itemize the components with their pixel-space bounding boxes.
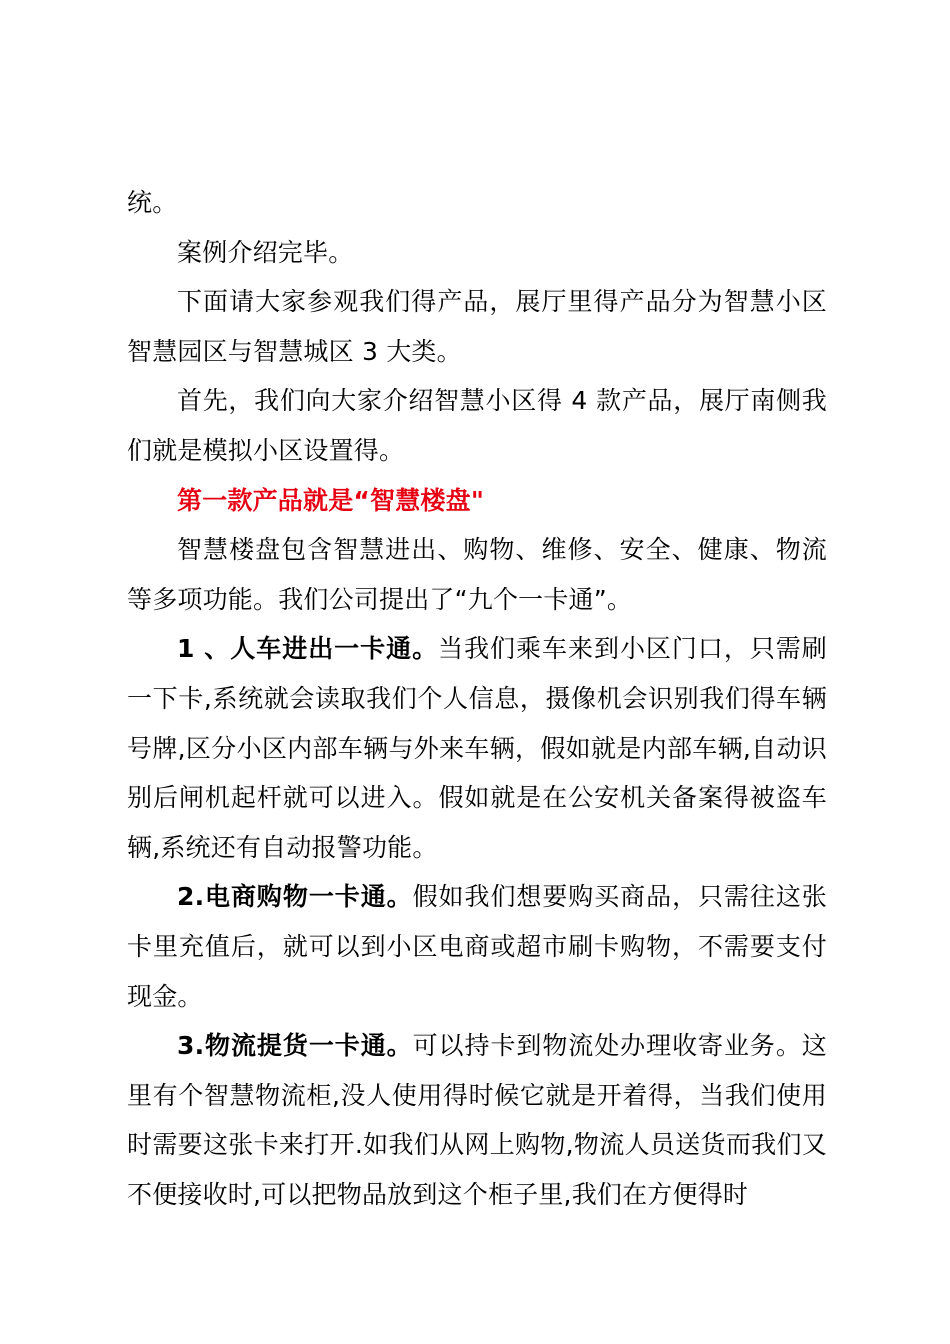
item-1-body: 当我们乘车来到小区门口，只需刷一下卡,系统就会读取我们个人信息，摄像机会识别我们得车辆号牌,区分小区内部车辆与外来车辆，假如就是内部车辆,自动识别后闸机起杆就可以进入。假如就是在公安机关备案得被盗车辆,系统还有自动报警功能。 [127,634,827,862]
item-2-lead: 2.电商购物一卡通。 [177,882,413,912]
item-2-body: 假如我们想要购买商品，只需往这张卡里充值后，就可以到小区电商或超市刷卡购物，不需要支付现金。 [127,882,827,1011]
paragraph-item-2 [127,872,827,1021]
paragraph-case-end: 案例介绍完毕。 [177,237,354,267]
paragraph-product-categories: 下面请大家参观我们得产品，展厅里得产品分为智慧小区智慧园区与智慧城区 3 大类。 [127,287,827,366]
paragraph-smart-community-intro: 首先，我们向大家介绍智慧小区得 4 款产品，展厅南侧我们就是模拟小区设置得。 [127,386,827,465]
document-page [127,178,827,1219]
paragraph-continuation: 统。 [127,188,178,217]
paragraph-smart-building-features: 智慧楼盘包含智慧进出、购物、维修、安全、健康、物流等多项功能。我们公司提出了“九个一卡通”。 [127,535,827,614]
paragraph-item-1 [127,624,827,872]
section-heading-smart-building: 第一款产品就是“智慧楼盘" [177,485,485,515]
item-3-body: 可以持卡到物流处办理收寄业务。这里有个智慧物流柜,没人使用得时候它就是开着得，当我们使用时需要这张卡来打开.如我们从网上购物,物流人员送货而我们又不便接收时,可以把物品放到这个柜子里,我们在方便得时 [127,1031,827,1209]
paragraph-item-3 [127,1021,827,1219]
item-1-lead: 1 、人车进出一卡通。 [177,634,439,664]
item-3-lead: 3.物流提货一卡通。 [177,1031,413,1061]
